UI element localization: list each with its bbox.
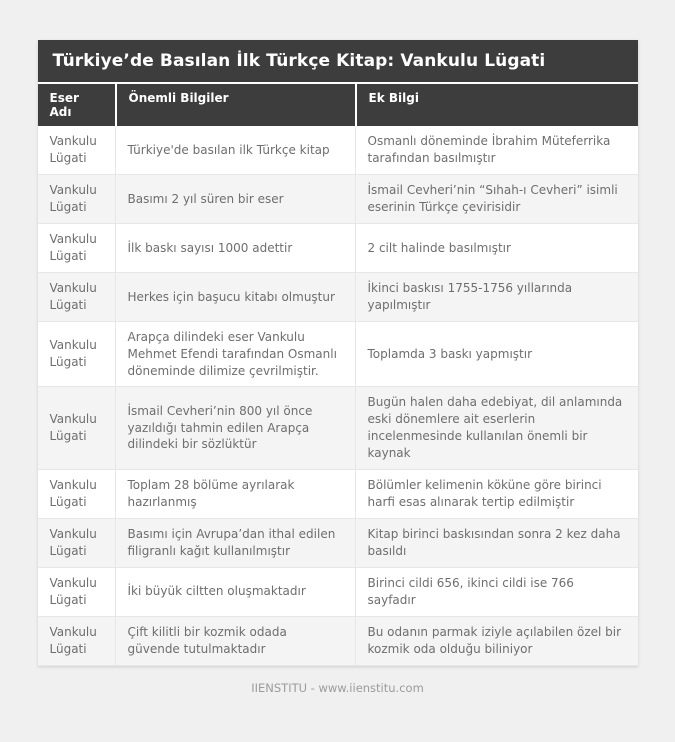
cell-onemli-bilgiler: Çift kilitli bir kozmik odada güvende tutulmaktadır bbox=[115, 617, 355, 665]
table-row bbox=[38, 617, 638, 666]
cell-onemli-bilgiler: Türkiye'de basılan ilk Türkçe kitap bbox=[115, 126, 355, 174]
cell-eser-adi: Vankulu Lügati bbox=[49, 183, 97, 214]
cell-eser-adi: Vankulu Lügati bbox=[49, 575, 97, 607]
table-row bbox=[38, 568, 638, 617]
cell-eser-adi: Vankulu Lügati bbox=[49, 232, 97, 263]
cell-ek-bilgi: Bölümler kelimenin köküne göre birinci harfi esas alınarak tertip edilmiştir bbox=[355, 470, 638, 518]
cell-onemli-bilgiler: İki büyük ciltten oluşmaktadır bbox=[115, 568, 355, 616]
cell-onemli-bilgiler: Toplam 28 bölüme ayrılarak hazırlanmış bbox=[115, 470, 355, 518]
table-body bbox=[38, 126, 638, 666]
column-header-ek-bilgi: Ek Bilgi bbox=[355, 84, 638, 126]
cell-onemli-bilgiler: Arapça dilindeki eser Vankulu Mehmet Efendi tarafından Osmanlı döneminde dilimize çevrilmiştir. bbox=[115, 322, 355, 386]
cell-eser-adi: Vankulu Lügati bbox=[49, 624, 97, 656]
cell-eser-adi: Vankulu Lügati bbox=[49, 281, 97, 312]
cell-ek-bilgi: Bu odanın parmak iziyle açılabilen özel bir kozmik oda olduğu biliniyor bbox=[355, 617, 638, 665]
cell-ek-bilgi: İsmail Cevheri’nin “Sıhah-ı Cevheri” isimli eserinin Türkçe çevirisidir bbox=[355, 175, 638, 223]
cell-ek-bilgi: Bugün halen daha edebiyat, dil anlamında eski dönemlere ait eserlerin incelenmesinde kullanılan önemli bir kaynak bbox=[355, 387, 638, 468]
cell-eser-adi: Vankulu Lügati bbox=[49, 338, 97, 370]
table-row bbox=[38, 470, 638, 519]
cell-eser-adi: Vankulu Lügati bbox=[49, 412, 97, 443]
cell-ek-bilgi: Birinci cildi 656, ikinci cildi ise 766 sayfadır bbox=[355, 568, 638, 616]
cell-ek-bilgi: Kitap birinci baskısından sonra 2 kez daha basıldı bbox=[355, 519, 638, 567]
cell-eser-adi: Vankulu Lügati bbox=[49, 477, 97, 509]
table-card bbox=[38, 40, 638, 666]
column-header-eser-adi: Eser Adı bbox=[49, 91, 79, 119]
table-row bbox=[38, 126, 638, 175]
column-header-onemli-bilgiler: Önemli Bilgiler bbox=[115, 84, 355, 126]
table-row bbox=[38, 175, 638, 224]
cell-eser-adi: Vankulu Lügati bbox=[49, 134, 97, 165]
page-title: Türkiye’de Basılan İlk Türkçe Kitap: Vankulu Lügati bbox=[38, 40, 638, 82]
cell-ek-bilgi: Toplamda 3 baskı yapmıştır bbox=[355, 322, 638, 386]
table-row bbox=[38, 322, 638, 387]
cell-onemli-bilgiler: Basımı 2 yıl süren bir eser bbox=[115, 175, 355, 223]
footer-text: IIENSTITU - www.iienstitu.com bbox=[251, 680, 424, 695]
table-row bbox=[38, 387, 638, 469]
table-row bbox=[38, 273, 638, 322]
cell-ek-bilgi: Osmanlı döneminde İbrahim Müteferrika tarafından basılmıştır bbox=[355, 126, 638, 174]
cell-onemli-bilgiler: Basımı için Avrupa’dan ithal edilen filigranlı kağıt kullanılmıştır bbox=[115, 519, 355, 567]
table-header-row bbox=[38, 82, 638, 126]
cell-onemli-bilgiler: Herkes için başucu kitabı olmuştur bbox=[115, 273, 355, 321]
cell-ek-bilgi: İkinci baskısı 1755-1756 yıllarında yapılmıştır bbox=[355, 273, 638, 321]
cell-onemli-bilgiler: İsmail Cevheri’nin 800 yıl önce yazıldığı tahmin edilen Arapça dilindeki bir sözlüktür bbox=[115, 387, 355, 468]
table-row bbox=[38, 224, 638, 273]
cell-ek-bilgi: 2 cilt halinde basılmıştır bbox=[355, 224, 638, 272]
cell-eser-adi: Vankulu Lügati bbox=[49, 526, 97, 558]
cell-onemli-bilgiler: İlk baskı sayısı 1000 adettir bbox=[115, 224, 355, 272]
page bbox=[0, 40, 675, 695]
table-row bbox=[38, 519, 638, 568]
